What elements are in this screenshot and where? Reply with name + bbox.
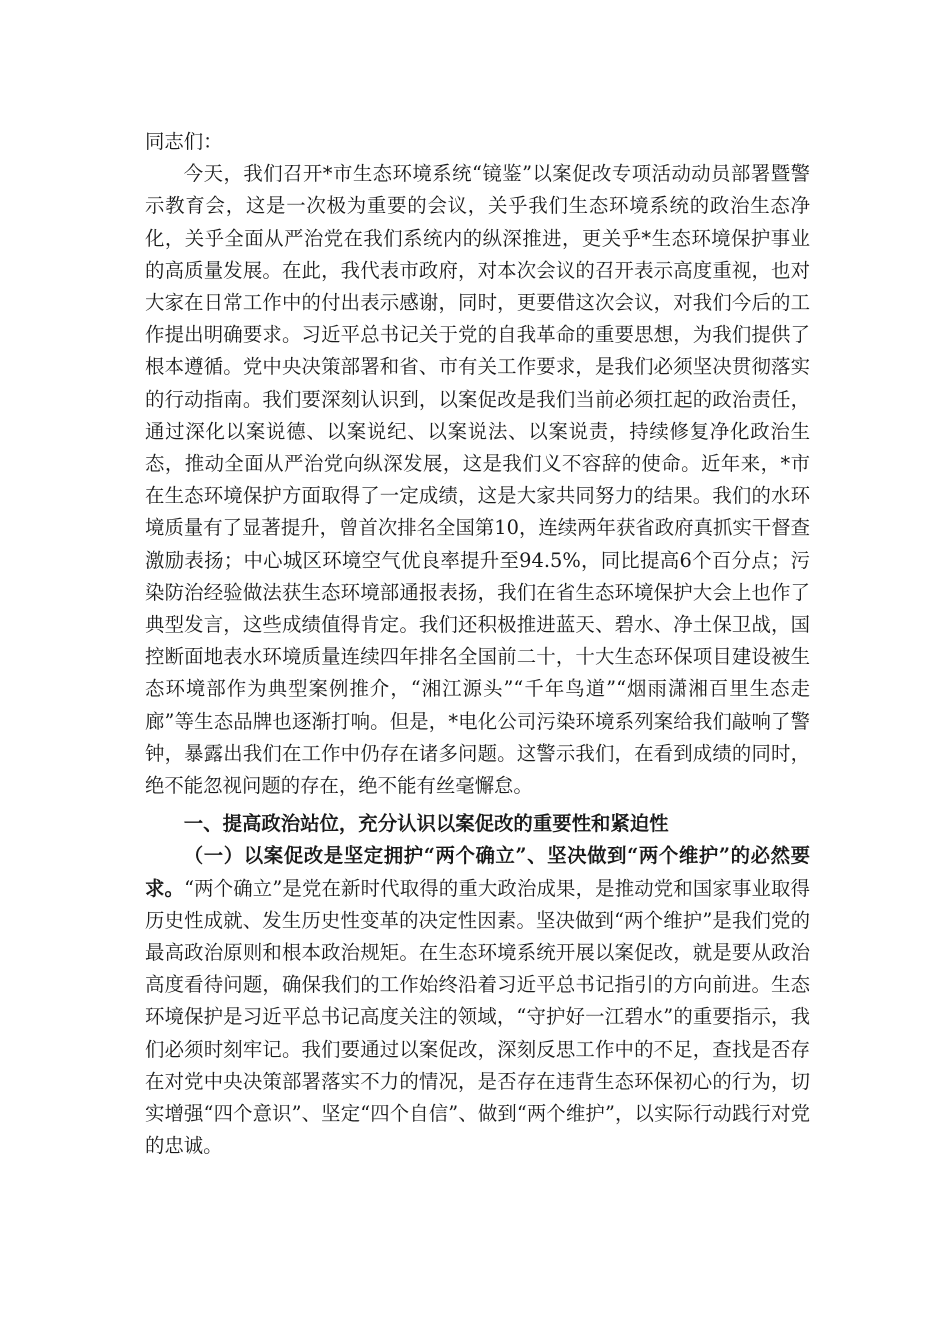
subsection-paragraph	[145, 840, 810, 1162]
section-heading: 一、提高政治站位，充分认识以案促改的重要性和紧迫性	[183, 812, 669, 836]
salutation: 同志们：	[145, 130, 223, 153]
subsection-body: “两个确立”是党在新时代取得的重大政治成果，是推动党和国家事业取得历史性成就、发生历史性变革的决定性因素。坚决做到“两个维护”是我们党的最高政治原则和根本政治规矩。在生态环境系统开展以案促改，就是要从政治高度看待问题，确保我们的工作始终沿着习近平总书记指引的方向前进。生态环境保护是习近平总书记高度关注的领域，“守护好一江碧水”的重要指示，我们必须时刻牢记。我们要通过以案促改，深刻反思工作中的不足，查找是否存在对党中央决策部署落实不力的情况，是否存在违背生态环保初心的行为，切实增强“四个意识”、坚定“四个自信”、做到“两个维护”，以实际行动践行对党的忠诚。	[145, 876, 810, 1158]
speech-text	[145, 126, 810, 1163]
intro-paragraph: 今天，我们召开*市生态环境系统“镜鉴”以案促改专项活动动员部署暨警示教育会，这是一次极为重要的会议，关乎我们生态环境系统的政治生态净化，关乎全面从严治党在我们系统内的纵深推进，更关乎*生态环境保护事业的高质量发展。在此，我代表市政府，对本次会议的召开表示高度重视，也对大家在日常工作中的付出表示感谢，同时，更要借这次会议，对我们今后的工作提出明确要求。习近平总书记关于党的自我革命的重要思想，为我们提供了根本遵循。党中央决策部署和省、市有关工作要求，是我们必须坚决贯彻落实的行动指南。我们要深刻认识到，以案促改是我们当前必须扛起的政治责任，通过深化以案说德、以案说纪、以案说法、以案说责，持续修复净化政治生态，推动全面从严治党向纵深发展，这是我们义不容辞的使命。近年来，*市在生态环境保护方面取得了一定成绩，这是大家共同努力的结果。我们的水环境质量有了显著提升，曾首次排名全国第10，连续两年获省政府真抓实干督查激励表扬；中心城区环境空气优良率提升至94.5%，同比提高6个百分点；污染防治经验做法获生态环境部通报表扬，我们在省生态环境保护大会上也作了典型发言，这些成绩值得肯定。我们还积极推进蓝天、碧水、净土保卫战，国控断面地表水环境质量连续四年排名全国前二十，十大生态环保项目建设被生态环境部作为典型案例推介，“湘江源头”“千年鸟道”“烟雨潇湘百里生态走廊”等生态品牌也逐渐打响。但是，*电化公司污染环境系列案给我们敲响了警钟，暴露出我们在工作中仍存在诸多问题。这警示我们，在看到成绩的同时，绝不能忽视问题的存在，绝不能有丝毫懈怠。	[145, 162, 810, 798]
subsection-lead: （一）以案促改是坚定拥护“两个确立”、坚决做到“两个维护”的必然要求。	[145, 844, 810, 900]
